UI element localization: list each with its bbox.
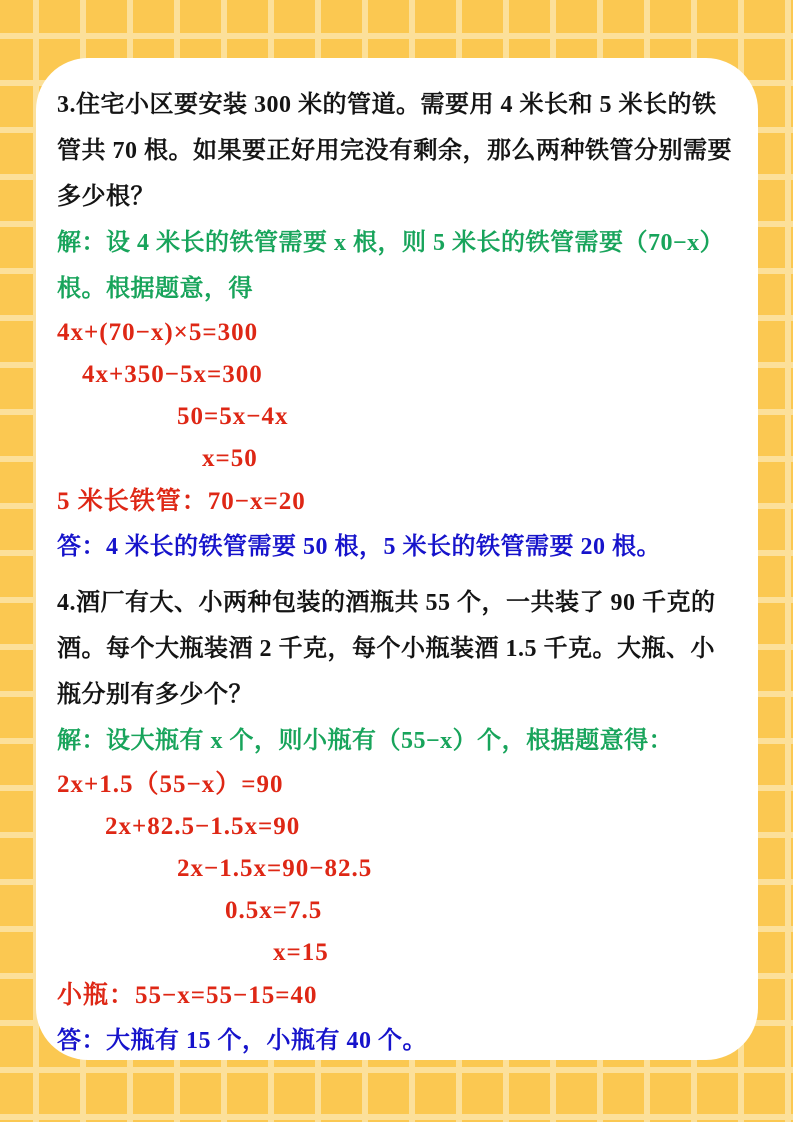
worksheet-card xyxy=(36,58,758,1060)
problem-3-solution-setup: 解：设 4 米长的铁管需要 x 根，则 5 米长的铁管需要（70−x）根。根据题意，得 xyxy=(57,230,725,302)
problem-4-section xyxy=(57,580,736,1064)
equation-line: 2x−1.5x=90−82.5 xyxy=(177,855,373,882)
problem-4-statement: 4.酒厂有大、小两种包装的酒瓶共 55 个，一共装了 90 千克的酒。每个大瓶装酒 2 千克，每个小瓶装酒 1.5 千克。大瓶、小瓶分别有多少个？ xyxy=(57,590,716,708)
problem-4-solution-setup: 解：设大瓶有 x 个，则小瓶有（55−x）个，根据题意得： xyxy=(57,728,674,754)
equation-line: x=15 xyxy=(273,939,329,966)
problem-4-secondary-result: 小瓶：55−x=55−15=40 xyxy=(57,982,318,1009)
problem-3-section xyxy=(57,82,736,570)
equation-line: 0.5x=7.5 xyxy=(225,897,323,924)
equation-line: 2x+82.5−1.5x=90 xyxy=(105,813,301,840)
equation-line: 4x+350−5x=300 xyxy=(82,361,263,388)
problem-4-answer: 答：大瓶有 15 个，小瓶有 40 个。 xyxy=(57,1028,427,1054)
equation-line: 50=5x−4x xyxy=(177,403,289,430)
problem-3-answer: 答：4 米长的铁管需要 50 根，5 米长的铁管需要 20 根。 xyxy=(57,534,661,560)
problem-3-statement: 3.住宅小区要安装 300 米的管道。需要用 4 米长和 5 米长的铁管共 70 根。如果要正好用完没有剩余，那么两种铁管分别需要多少根？ xyxy=(57,92,732,210)
equation-line: 2x+1.5（55−x）=90 xyxy=(57,771,284,798)
equation-line: 4x+(70−x)×5=300 xyxy=(57,319,259,346)
equation-line: x=50 xyxy=(202,445,258,472)
problem-3-secondary-result: 5 米长铁管：70−x=20 xyxy=(57,488,306,515)
